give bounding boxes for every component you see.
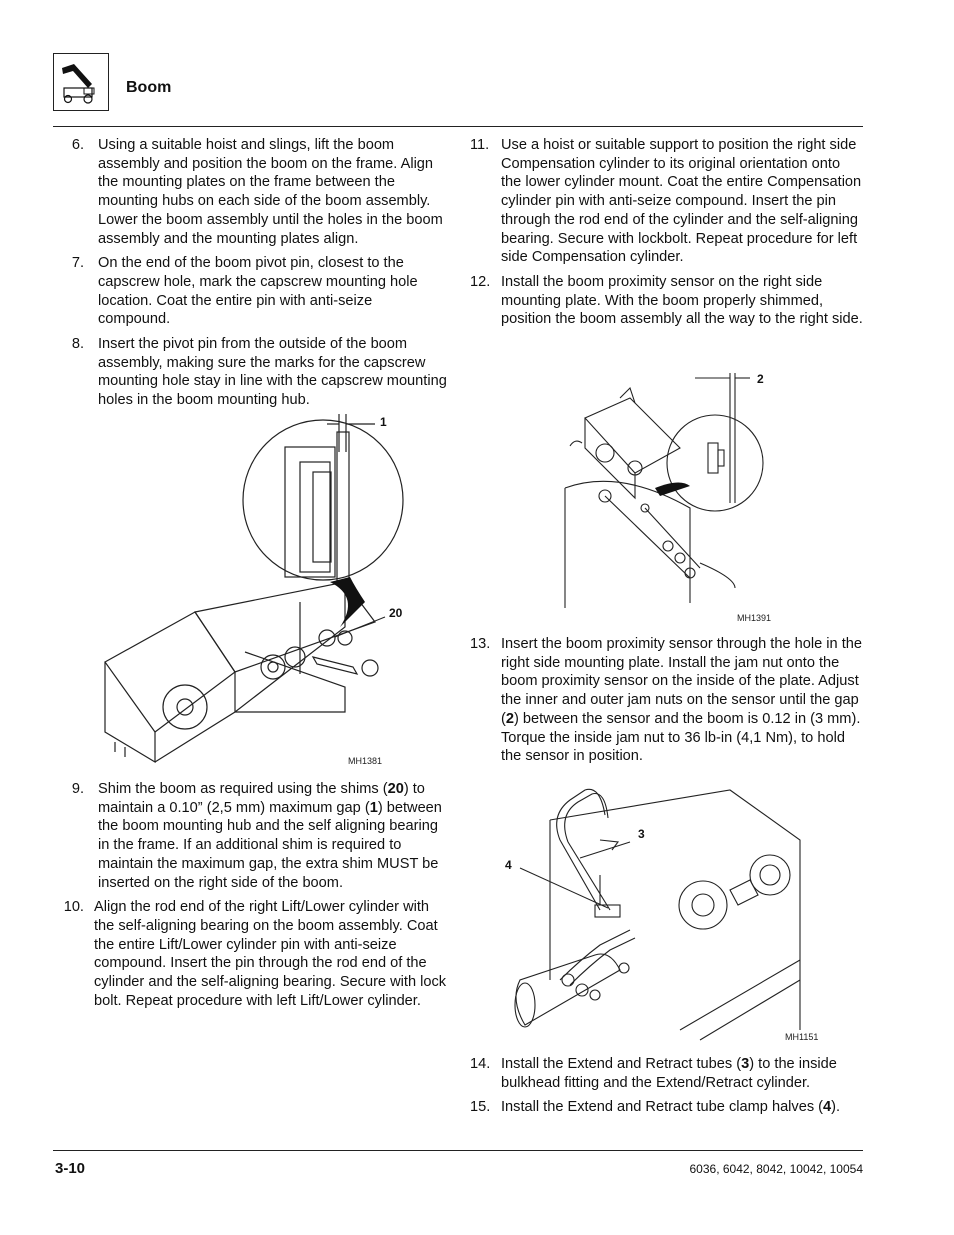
step-text: Use a hoist or suitable support to position the right side Compensation cylinder to its original orientation onto the lower cylinder mount. Coat the entire Compensation cylinder pin with anti-seize compound. Insert the pin through the rod end of the cylinder and the self-aligning bearing. Secure with lockbolt. Repeat procedure for left side Compensation cylinder.: [501, 137, 862, 266]
step-text-part: Install the Extend and Retract tube clamp halves (: [501, 1099, 824, 1116]
step-10: [57, 898, 447, 1010]
step-14: [470, 1055, 864, 1092]
step-6: [57, 136, 447, 248]
step-number: 14.: [470, 1056, 491, 1072]
right-column: [470, 136, 864, 335]
step-text-part: Insert the boom proximity sensor through the hole in the right side mounting plate. Install the jam nut onto the boom proximity sensor on the inside of the plate. Adjust the inner and outer jam nuts on the sensor until the gap (: [501, 636, 862, 727]
step-number: 13.: [470, 636, 491, 652]
step-15: [470, 1098, 864, 1117]
callout-3: 3: [638, 827, 645, 841]
boom-pivot-illustration: [95, 412, 440, 772]
step-9: [57, 780, 447, 892]
callout-ref: 1: [369, 799, 378, 816]
figure-extend-retract-tubes: [500, 780, 830, 1050]
figure-boom-pivot: [95, 412, 440, 772]
figure-id: MH1391: [737, 613, 772, 623]
step-8: [57, 335, 447, 410]
step-text-part: Shim the boom as required using the shims (: [98, 781, 388, 797]
section-title: Boom: [126, 79, 172, 96]
page-number: 3-10: [55, 1160, 86, 1177]
figure-id: MH1381: [348, 756, 383, 766]
callout-ref: 2: [505, 710, 514, 727]
callout-20: 20: [389, 606, 403, 620]
footer-rule: [53, 1150, 863, 1151]
step-13: [470, 635, 864, 766]
model-list: 6036, 6042, 8042, 10042, 10054: [689, 1162, 863, 1176]
callout-ref: 3: [741, 1056, 750, 1072]
step-number: 9.: [71, 781, 84, 797]
step-11: [470, 136, 864, 267]
step-number: 8.: [71, 336, 84, 353]
left-column: [57, 136, 447, 416]
step-text-part: ) to maintain a 0.10” (2,5 mm) maximum gap (: [98, 781, 425, 816]
step-text: Install the boom proximity sensor on the right side mounting plate. With the boom properly shimmed, position the boom assembly all the way to the right side.: [501, 273, 863, 328]
extend-retract-tubes-illustration: [500, 780, 830, 1050]
step-text: [501, 635, 864, 766]
step-text-part: Install the Extend and Retract tubes (: [501, 1056, 742, 1072]
figure-proximity-sensor: [560, 368, 790, 628]
section-logo-icon: [53, 53, 109, 111]
step-text: Insert the pivot pin from the outside of the boom assembly, making sure the marks for the capscrew mounting hole stay in line with the capscrew mounting holes in the boom mounting hub.: [98, 336, 447, 409]
step-text: Using a suitable hoist and slings, lift the boom assembly and position the boom on the frame. Align the mounting plates on the frame between the mounting hubs on each side of the boom assembly. Lower the boom assembly until the holes in the boom assembly and the mounting plates align.: [98, 137, 443, 247]
step-number: 7.: [71, 255, 84, 272]
step-text: [501, 1055, 864, 1092]
step-number: 6.: [71, 137, 84, 153]
step-number: 11.: [470, 137, 490, 153]
step-text: [84, 780, 447, 892]
step-number: 15.: [470, 1099, 491, 1116]
right-column-mid: [470, 635, 864, 772]
step-number: 12.: [470, 273, 491, 290]
step-number: 10.: [63, 899, 84, 916]
header-rule: [53, 126, 863, 127]
step-text: Align the rod end of the right Lift/Lower cylinder with the self-aligning bearing on the boom assembly. Coat the entire Lift/Lower cylinder pin with anti-seize compound. Insert the pin through the rod end of the cylinder and the self-aligning bearing. Secure with lock bolt. Repeat procedure with left Lift/Lower cylinder.: [94, 899, 447, 1009]
step-text-part: ) to the inside bulkhead fitting and the Extend/Retract cylinder.: [501, 1056, 837, 1091]
step-text-part: ) between the sensor and the boom is 0.12 in (3 mm). Torque the inside jam nut to 36 lb-in (4,1 Nm), to hold the sensor in position.: [501, 710, 861, 765]
callout-4: 4: [505, 858, 512, 872]
step-text: [501, 1098, 864, 1117]
callout-2: 2: [757, 372, 764, 386]
step-text: On the end of the boom pivot pin, closest to the capscrew hole, mark the capscrew mounting hole location. Coat the entire pin with anti-seize compound.: [98, 255, 418, 328]
step-text-part: ).: [831, 1099, 841, 1116]
left-column-lower: [57, 780, 447, 1016]
proximity-sensor-illustration: [560, 368, 790, 628]
step-text-part: ) between the boom mounting hub and the self aligning bearing in the frame. If an additional shim is required to maintain the maximum gap, the extra shim MUST be inserted on the right side of the boom.: [98, 799, 442, 891]
callout-ref: 20: [387, 781, 404, 797]
step-7: [57, 254, 447, 329]
step-12: [470, 273, 864, 329]
callout-1: 1: [380, 415, 387, 429]
callout-ref: 4: [823, 1099, 832, 1116]
right-column-lower: [470, 1055, 864, 1123]
figure-id: MH1151: [785, 1032, 819, 1042]
